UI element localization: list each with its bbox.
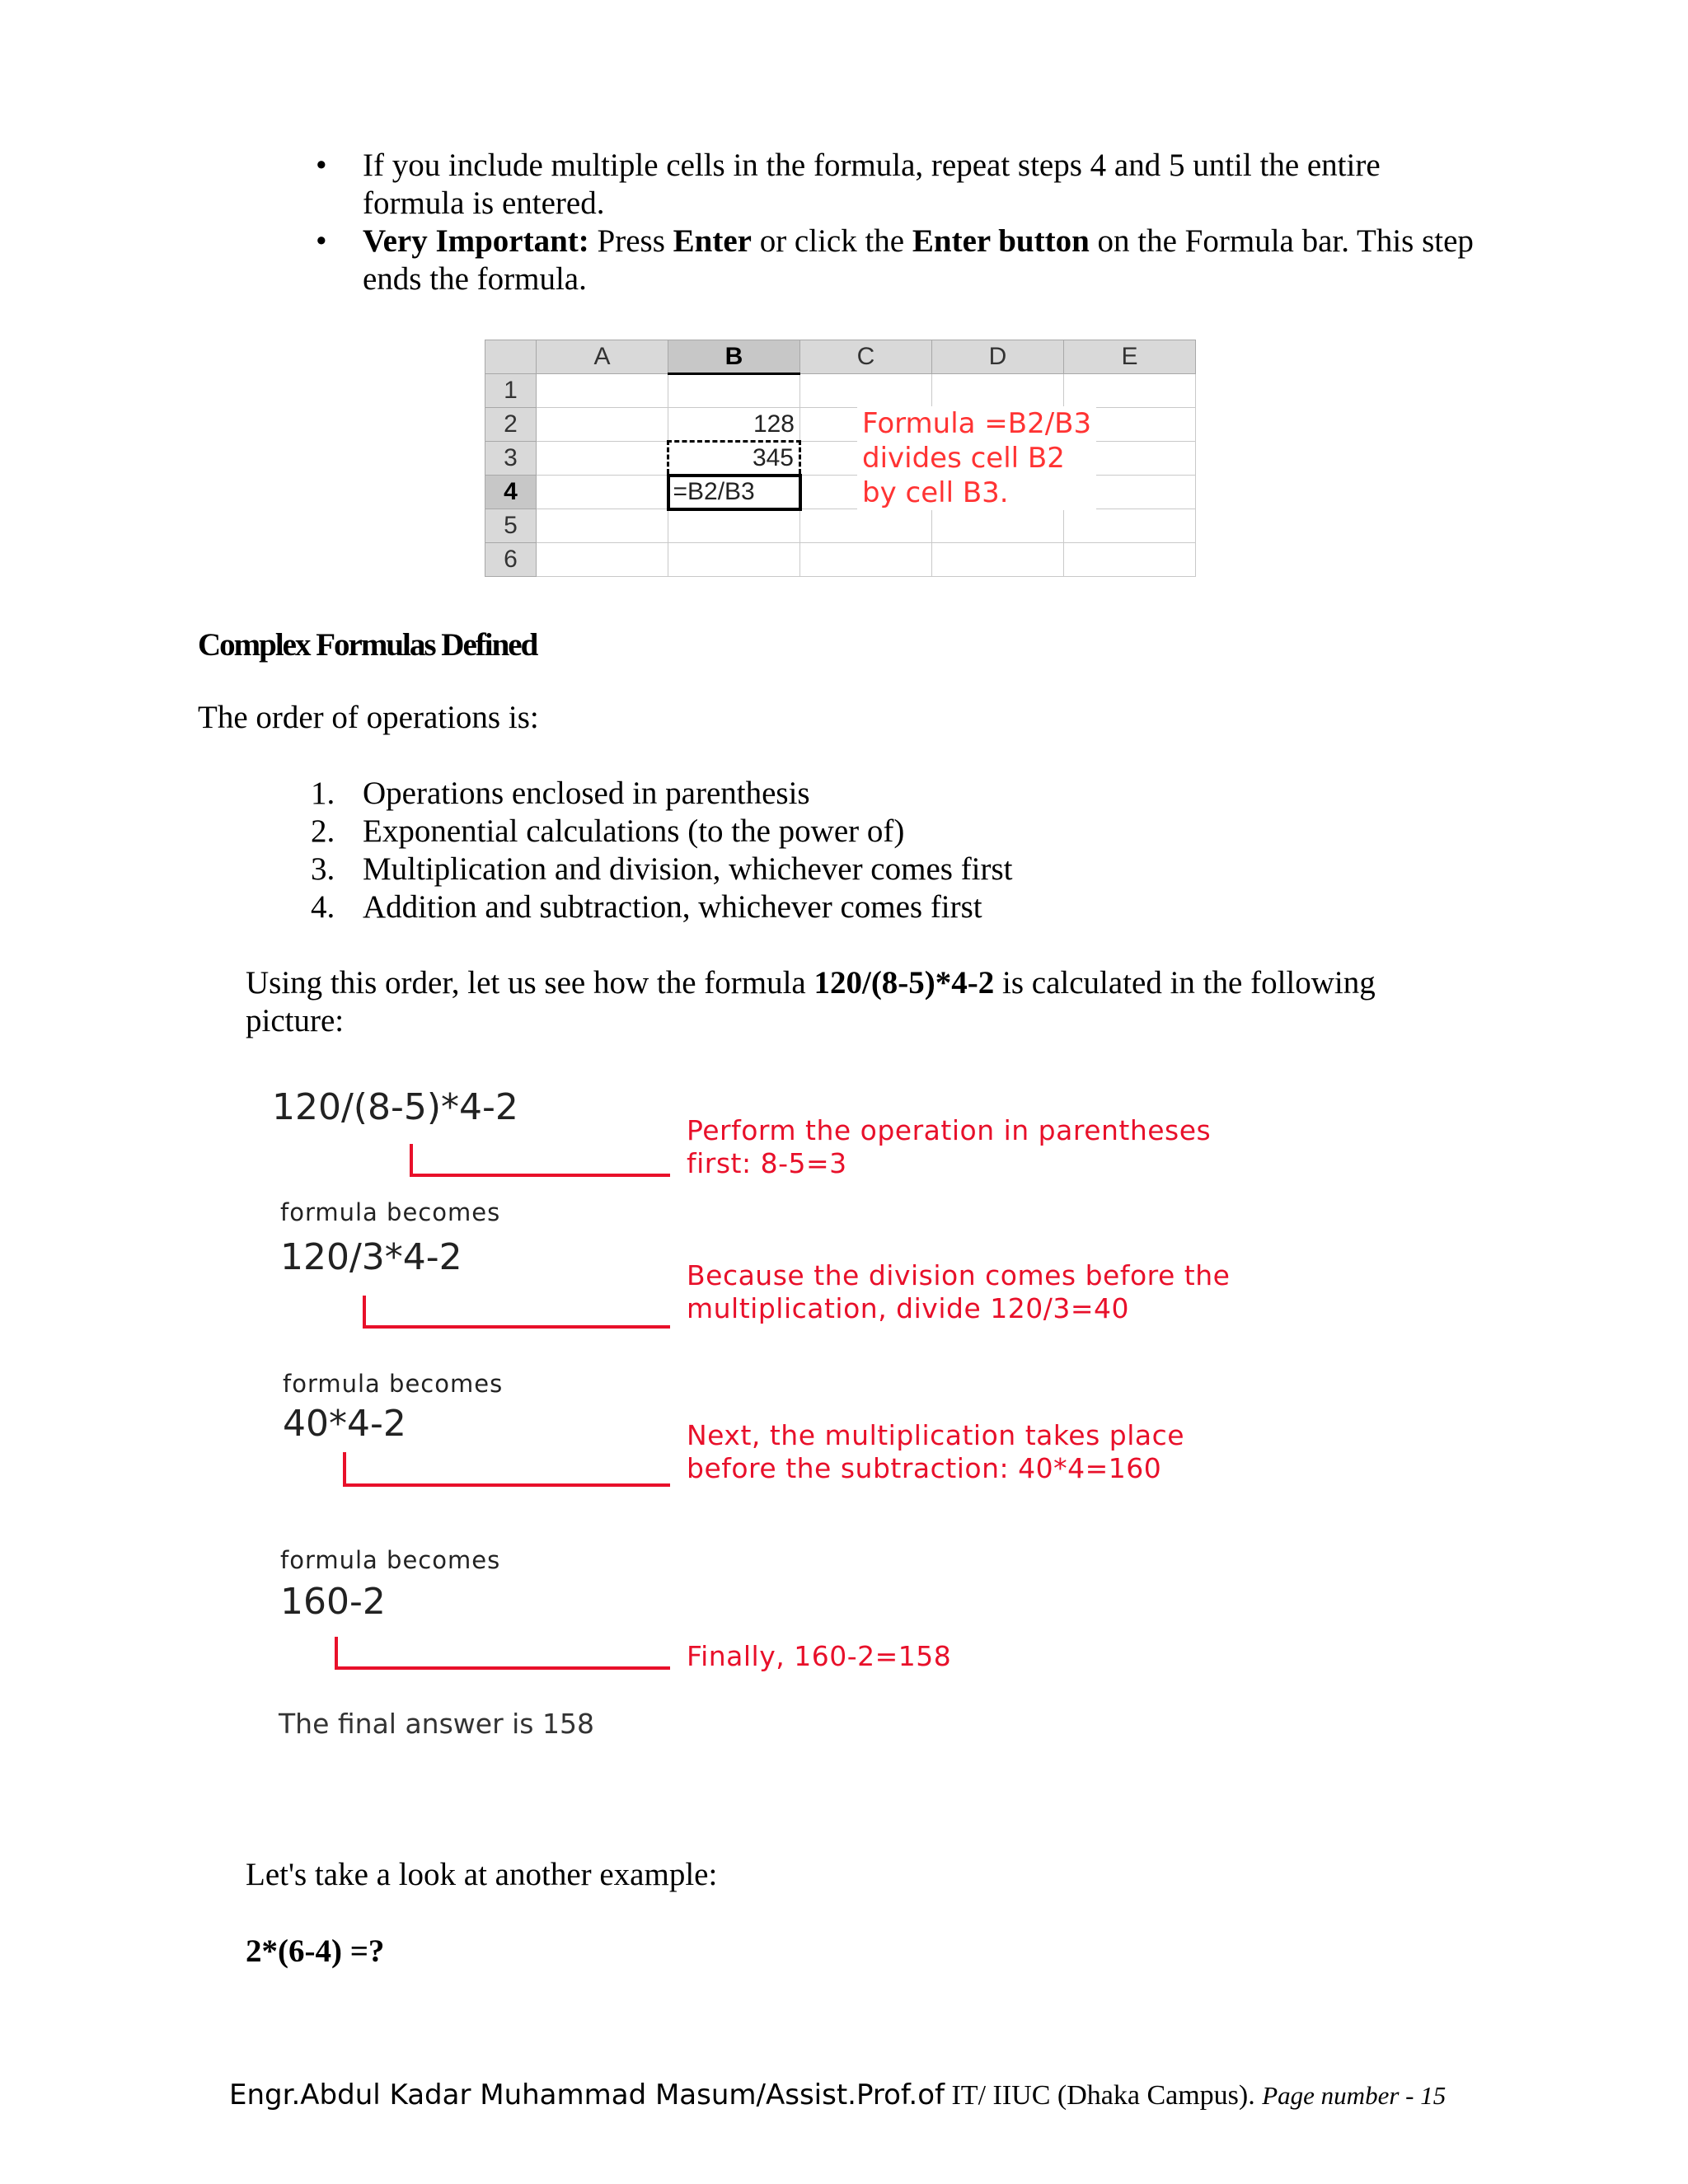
footer-author: Engr.Abdul Kadar Muhammad Masum/Assist.Prof.of [229, 2079, 945, 2111]
cell [932, 543, 1064, 577]
explanation-text: is calculated in the following picture: [246, 965, 1376, 1038]
column-header: E [1064, 340, 1196, 374]
list-number: 3. [311, 851, 335, 887]
cell [537, 543, 668, 577]
operations-list [307, 775, 1461, 926]
cell-b2: 128 [668, 408, 800, 442]
annotation-line: Formula =B2/B3 [862, 407, 1092, 440]
red-connector [363, 1296, 670, 1329]
cell-b3: 345 [668, 442, 800, 476]
bullet-dot: • [316, 148, 327, 183]
cell [537, 408, 668, 442]
cell [537, 509, 668, 543]
explanation-text: Using this order, let us see how the formula [246, 965, 814, 1001]
list-text: Addition and subtraction, whichever comes first [363, 889, 982, 925]
note-line: Finally, 160-2=158 [687, 1640, 952, 1672]
note-line: Perform the operation in parentheses [687, 1114, 1212, 1146]
explanation-paragraph [246, 964, 1432, 1040]
cell [1064, 509, 1196, 543]
column-header: C [800, 340, 932, 374]
diagram-note [687, 1640, 951, 1673]
cell-b4: =B2/B3 [668, 476, 800, 509]
column-header: D [932, 340, 1064, 374]
row-header: 3 [485, 442, 537, 476]
cell [1064, 374, 1196, 408]
diagram-label: formula becomes [280, 1546, 501, 1574]
bullet-text: If you include multiple cells in the formula, repeat steps 4 and 5 until the entire formula is entered. [363, 148, 1381, 221]
cell [668, 543, 800, 577]
cell [668, 374, 800, 408]
bullet-item [307, 147, 1478, 223]
cell [537, 374, 668, 408]
cell [800, 374, 932, 408]
red-connector [410, 1144, 670, 1177]
note-line: Next, the multiplication takes place [687, 1419, 1185, 1451]
cell [800, 509, 932, 543]
cell [1064, 543, 1196, 577]
bullet-text: Press [588, 223, 673, 259]
note-line: multiplication, divide 120/3=40 [687, 1292, 1129, 1324]
bullet-text: or click the [751, 223, 912, 259]
bold-text: Enter button [912, 223, 1090, 259]
footer-org: IT/ IIUC (Dhaka Campus). [944, 2080, 1263, 2111]
column-header: B [668, 340, 800, 374]
diagram-note [687, 1114, 1211, 1180]
list-item [307, 775, 1461, 813]
cell [932, 509, 1064, 543]
cell [800, 543, 932, 577]
annotation-line: by cell B3. [862, 476, 1009, 509]
final-answer: The final answer is 158 [279, 1708, 594, 1740]
row-header: 6 [485, 543, 537, 577]
note-line: before the subtraction: 40*4=160 [687, 1452, 1162, 1484]
list-text: Operations enclosed in parenthesis [363, 776, 810, 811]
another-example-text: Let's take a look at another example: [246, 1857, 718, 1892]
diagram-formula: 40*4-2 [283, 1403, 406, 1445]
list-number: 4. [311, 889, 335, 925]
spreadsheet-annotation [857, 406, 1096, 510]
corner-cell [485, 340, 537, 374]
diagram-formula: 120/3*4-2 [280, 1236, 462, 1278]
red-connector [335, 1637, 670, 1670]
cell [668, 509, 800, 543]
page-number: Page number - 15 [1262, 2081, 1447, 2110]
diagram-note [687, 1419, 1184, 1485]
row-header: 2 [485, 408, 537, 442]
cell [932, 374, 1064, 408]
list-item [307, 813, 1461, 851]
bold-text: Very Important: [363, 223, 589, 259]
bullet-text: on the Formula bar. This step ends the formula. [363, 223, 1474, 297]
bold-formula: 120/(8-5)*4-2 [814, 965, 995, 1001]
list-number: 1. [311, 776, 335, 811]
list-item [307, 851, 1461, 888]
list-number: 2. [311, 813, 335, 849]
cell [537, 442, 668, 476]
page-footer [229, 2079, 1446, 2111]
example-formula: 2*(6-4) =? [246, 1933, 385, 1969]
list-text: Multiplication and division, whichever comes first [363, 851, 1013, 887]
red-connector [343, 1452, 670, 1487]
note-line: Because the division comes before the [687, 1259, 1231, 1291]
row-header: 5 [485, 509, 537, 543]
note-line: first: 8-5=3 [687, 1147, 847, 1179]
intro-text: The order of operations is: [198, 700, 539, 735]
row-header: 1 [485, 374, 537, 408]
bullet-item [307, 223, 1478, 298]
bullet-list [307, 147, 1478, 298]
annotation-line: divides cell B2 [862, 442, 1065, 475]
column-header: A [537, 340, 668, 374]
diagram-formula: 160-2 [280, 1581, 386, 1623]
list-text: Exponential calculations (to the power of) [363, 813, 905, 849]
row-header: 4 [485, 476, 537, 509]
list-item [307, 888, 1461, 926]
bold-text: Enter [673, 223, 752, 259]
diagram-label: formula becomes [280, 1198, 501, 1226]
section-heading: Complex Formulas Defined [198, 627, 537, 663]
bullet-dot: • [316, 223, 327, 259]
diagram-note [687, 1259, 1230, 1325]
cell [537, 476, 668, 509]
diagram-formula: 120/(8-5)*4-2 [272, 1086, 518, 1128]
diagram-label: formula becomes [283, 1370, 504, 1398]
